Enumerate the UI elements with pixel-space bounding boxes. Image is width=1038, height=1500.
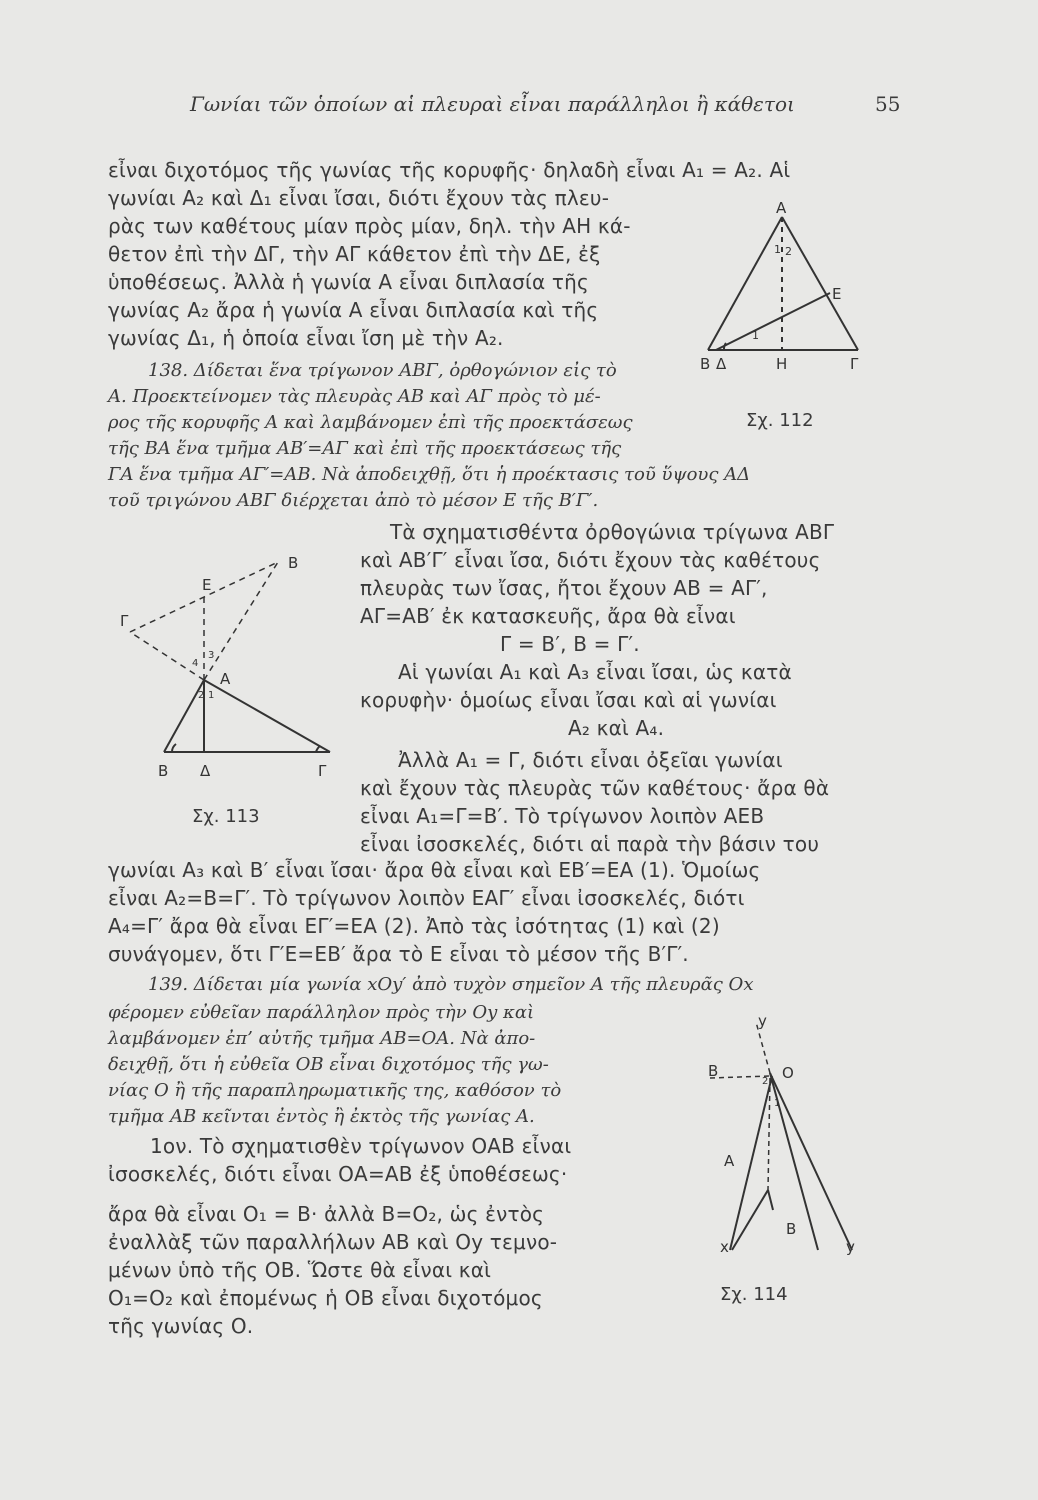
fig114-label-y: y (758, 1012, 767, 1030)
text-line: νίας Ο ἢ τῆς παραπληρωματικῆς της, καθόσον τὸ (108, 1080, 562, 1101)
text-line: γωνίαι Α₃ καὶ Β′ εἶναι ἴσαι· ἄρα θὰ εἶναι καὶ ΕΒ′=ΕΑ (1). Ὁμοίως (108, 858, 761, 882)
text-line: Α₄=Γ′ ἄρα θὰ εἶναι ΕΓ′=ΕΑ (2). Ἀπὸ τὰς ἰσότητας (1) καὶ (2) (108, 914, 720, 938)
fig112-label-1b: 1 (752, 329, 759, 342)
fig112-label-e: E (832, 285, 842, 303)
text-line: ΑΓ=ΑΒ′ ἐκ κατασκευῆς, ἄρα θὰ εἶναι (360, 604, 736, 628)
text-line: φέρομεν εὐθεῖαν παράλληλον πρὸς τὴν Oy καὶ (108, 1002, 535, 1023)
fig113-label-a: A (220, 670, 231, 688)
text-line: ἰσοσκελές, διότι εἶναι ΟΑ=ΑΒ ἐξ ὑποθέσεως· (108, 1162, 568, 1186)
text-line: πλευρὰς των ἴσας, ἤτοι ἔχουν ΑΒ = ΑΓ′, (360, 576, 768, 600)
text-line: γωνίαι Α₂ καὶ Δ₁ εἶναι ἴσαι, διότι ἔχουν τὰς πλευ- (108, 186, 610, 210)
fig114-label-y2: y (846, 1238, 855, 1256)
page-number: 55 (875, 92, 901, 116)
fig113-label-b: B (158, 762, 169, 780)
text-line: ὑποθέσεως. Ἀλλὰ ἡ γωνία Α εἶναι διπλασία τῆς (108, 270, 589, 294)
text-line: ἄρα θὰ εἶναι Ο₁ = Β· ἀλλὰ Β=Ο₂, ὡς ἐντὸς (108, 1202, 545, 1226)
text-line: τοῦ τριγώνου ΑΒΓ διέρχεται ἀπὸ τὸ μέσον Ε τῆς Β′Γ′. (108, 490, 599, 511)
fig112-label-1: 1 (774, 243, 781, 256)
fig113-label-1: 1 (208, 690, 215, 701)
fig114-label-a: A (724, 1152, 735, 1170)
text-line: μένων ὑπὸ τῆς ΟΒ. Ὥστε θὰ εἶναι καὶ (108, 1258, 492, 1282)
fig113-label-e: E (202, 576, 212, 594)
fig112-label-d: Δ (716, 355, 727, 373)
text-line: τῆς γωνίας Ο. (108, 1314, 254, 1338)
text-line: εἶναι Α₁=Γ=Β′. Τὸ τρίγωνον λοιπὸν ΑΕΒ (360, 804, 765, 828)
text-line: Αἱ γωνίαι Α₁ καὶ Α₃ εἶναι ἴσαι, ὡς κατὰ (398, 660, 792, 684)
text-line: Τὰ σχηματισθέντα ὀρθογώνια τρίγωνα ΑΒΓ (390, 520, 835, 544)
text-line: τῆς ΒΑ ἕνα τμῆμα ΑΒ′=ΑΓ καὶ ἐπὶ τῆς προεκτάσεως τῆς (108, 438, 622, 459)
fig112-label-a: A (776, 199, 787, 217)
text-line: Γ = Β′, Β = Γ′. (500, 632, 640, 656)
fig114-label-x: x (720, 1238, 729, 1256)
text-line: 138. Δίδεται ἕνα τρίγωνον ΑΒΓ, ὀρθογώνιον εἰς τὸ (148, 360, 617, 381)
text-line: 139. Δίδεται μία γωνία xOy′ ἀπὸ τυχὸν σημεῖον Α τῆς πλευρᾶς Ox (148, 974, 754, 995)
fig112-label-2: 2 (785, 245, 792, 258)
fig113-label-d: Δ (200, 762, 211, 780)
fig114-label-b2: B (786, 1220, 797, 1238)
text-line: Ο₁=Ο₂ καὶ ἐπομένως ἡ ΟΒ εἶναι διχοτόμος (108, 1286, 543, 1310)
figure-113 (100, 540, 350, 800)
fig113-label-3: 3 (208, 650, 215, 661)
fig113-label-g: Γ (318, 762, 327, 780)
text-line: θετον ἐπὶ τὴν ΔΓ, τὴν ΑΓ κάθετον ἐπὶ τὴν ΔΕ, ἐξ (108, 242, 601, 266)
figure-112 (690, 195, 890, 395)
figure-114 (690, 1010, 890, 1260)
fig112-label-g: Γ (850, 355, 859, 373)
text-line: γωνίας Δ₁, ἡ ὁποία εἶναι ἴση μὲ τὴν Α₂. (108, 326, 504, 350)
fig114-label-b: B (708, 1062, 719, 1080)
text-line: εἶναι Α₂=Β=Γ′. Τὸ τρίγωνον λοιπὸν ΕΑΓ′ εἶναι ἰσοσκελές, διότι (108, 886, 745, 910)
text-line: καὶ ἔχουν τὰς πλευρὰς τῶν καθέτους· ἄρα θὰ (360, 776, 830, 800)
text-line: Ἀλλὰ Α₁ = Γ, διότι εἶναι ὀξεῖαι γωνίαι (398, 748, 783, 772)
text-line: ρος τῆς κορυφῆς Α καὶ λαμβάνομεν ἐπὶ τῆς προεκτάσεως (108, 412, 633, 433)
figure-113-caption: Σχ. 113 (192, 806, 260, 827)
fig112-label-h: H (776, 355, 788, 373)
text-line: συνάγομεν, ὅτι Γ′Ε=ΕΒ′ ἄρα τὸ Ε εἶναι τὸ μέσον τῆς Β′Γ′. (108, 942, 689, 966)
text-line: καὶ ΑΒ′Γ′ εἶναι ἴσα, διότι ἔχουν τὰς καθέτους (360, 548, 821, 572)
figure-112-caption: Σχ. 112 (746, 410, 814, 431)
fig112-label-b: B (700, 355, 711, 373)
text-line: εἶναι ἰσοσκελές, διότι αἱ παρὰ τὴν βάσιν του (360, 832, 820, 856)
text-line: Α₂ καὶ Α₄. (568, 716, 665, 740)
fig114-label-2: 2 (762, 1076, 769, 1087)
fig114-label-o: O (782, 1064, 794, 1082)
text-line: 1ον. Τὸ σχηματισθὲν τρίγωνον ΟΑΒ εἶναι (150, 1134, 572, 1158)
text-line: ρὰς των καθέτους μίαν πρὸς μίαν, δηλ. τὴν ΑΗ κά- (108, 214, 631, 238)
text-line: τμῆμα ΑΒ κεῖνται ἐντὸς ἢ ἐκτὸς τῆς γωνίας Α. (108, 1106, 535, 1127)
text-line: ΓΑ ἕνα τμῆμα ΑΓ′=ΑΒ. Νὰ ἀποδειχθῇ, ὅτι ἡ προέκτασις τοῦ ὕψους ΑΔ (108, 464, 751, 485)
fig113-label-2: 2 (198, 690, 205, 701)
text-line: ἐναλλὰξ τῶν παραλλήλων ΑΒ καὶ Οy τεμνο- (108, 1230, 558, 1254)
figure-114-caption: Σχ. 114 (720, 1284, 788, 1305)
page-header-title: Γωνίαι τῶν ὁποίων αἱ πλευραὶ εἶναι παράλληλοι ἢ κάθετοι (190, 92, 795, 116)
text-line: λαμβάνομεν ἐπ’ αὐτῆς τμῆμα ΑΒ=ΟΑ. Νὰ ἀπο- (108, 1028, 536, 1049)
fig113-label-gprime: Γ (120, 612, 129, 630)
text-line: γωνίας Α₂ ἄρα ἡ γωνία Α εἶναι διπλασία καὶ τῆς (108, 298, 599, 322)
fig113-label-bprime: B (288, 554, 299, 572)
text-line: κορυφὴν· ὁμοίως εἶναι ἴσαι καὶ αἱ γωνίαι (360, 688, 777, 712)
fig113-label-4: 4 (192, 658, 199, 669)
fig114-label-1: 1 (774, 1098, 781, 1109)
text-line: δειχθῇ, ὅτι ἡ εὐθεῖα ΟΒ εἶναι διχοτόμος τῆς γω- (108, 1054, 549, 1075)
text-line: εἶναι διχοτόμος τῆς γωνίας τῆς κορυφῆς· δηλαδὴ εἶναι Α₁ = Α₂. Αἱ (108, 158, 791, 182)
text-line: Α. Προεκτείνομεν τὰς πλευρὰς ΑΒ καὶ ΑΓ πρὸς τὸ μέ- (108, 386, 601, 407)
